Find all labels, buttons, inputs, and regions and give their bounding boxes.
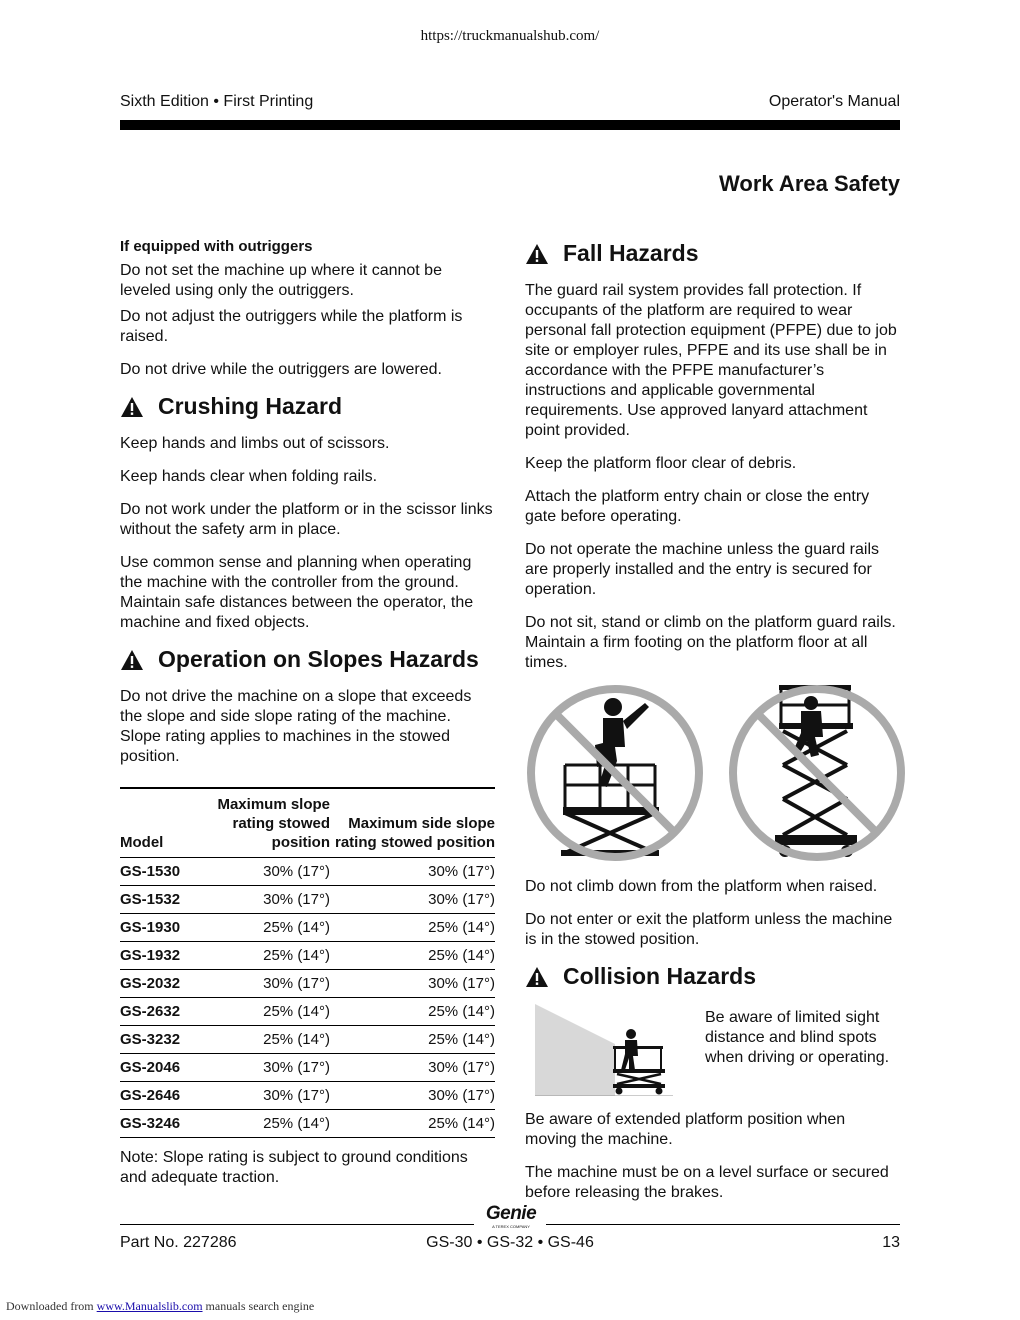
table-row xyxy=(120,1026,495,1054)
cell-slope: 25% (14°) xyxy=(210,914,330,942)
genie-logo: Genie A TEREX COMPANY xyxy=(485,1203,537,1229)
slopes-paragraph: Do not drive the machine on a slope that exceeds the slope and side slope rating of the machine. Slope rating applies to machines in the stowed position. xyxy=(120,688,472,765)
table-row xyxy=(120,970,495,998)
cell-model: GS-2046 xyxy=(120,1054,210,1082)
cell-side-slope: 25% (14°) xyxy=(330,1026,495,1054)
manualslib-link[interactable]: www.Manualslib.com xyxy=(96,1299,203,1313)
cell-model: GS-1930 xyxy=(120,914,210,942)
slopes-hazard-heading: Operation on Slopes Hazards xyxy=(120,646,496,673)
cell-slope: 25% (14°) xyxy=(210,1026,330,1054)
cell-side-slope: 25% (14°) xyxy=(330,998,495,1026)
cell-slope: 30% (17°) xyxy=(210,1082,330,1110)
warning-triangle-icon xyxy=(120,396,144,418)
cell-model: GS-1532 xyxy=(120,886,210,914)
crushing-paragraph: Keep hands and limbs out of scissors. xyxy=(120,435,390,452)
fall-paragraph: The guard rail system provides fall protection. If occupants of the platform are required to wear personal fall protection equipment (PFPE) due to job site or employer rules, PFPE and its use shall be in accordance with the PFPE manufacturer’s instructions and applicable governmental requirements. Use approved lanyard attachment point provided. xyxy=(525,282,897,439)
cell-side-slope: 30% (17°) xyxy=(330,1082,495,1110)
column-header-model: Model xyxy=(120,788,210,858)
table-header-row xyxy=(120,788,495,858)
table-row xyxy=(120,886,495,914)
table-row xyxy=(120,1082,495,1110)
section-title: Work Area Safety xyxy=(719,171,900,196)
cell-slope: 30% (17°) xyxy=(210,858,330,886)
no-climbing-rails-icon xyxy=(525,685,705,861)
cell-side-slope: 25% (14°) xyxy=(330,1110,495,1138)
column-header-side-slope: Maximum side slope rating stowed position xyxy=(330,788,495,858)
header-manual-title: Operator's Manual xyxy=(768,93,900,110)
cell-model: GS-2032 xyxy=(120,970,210,998)
table-row xyxy=(120,914,495,942)
warning-triangle-icon xyxy=(120,649,144,671)
source-url: https://truckmanualshub.com/ xyxy=(420,28,600,44)
download-note: Downloaded from www.Manualslib.com manuals search engine xyxy=(6,1299,315,1313)
crushing-paragraph: Do not work under the platform or in the scissor links without the safety arm in place. xyxy=(120,501,493,538)
outriggers-heading: If equipped with outriggers xyxy=(120,238,313,255)
cell-slope: 30% (17°) xyxy=(210,1054,330,1082)
cell-slope: 25% (14°) xyxy=(210,942,330,970)
cell-slope: 25% (14°) xyxy=(210,998,330,1026)
collision-side-text: Be aware of limited sight distance and blind spots when driving or operating. xyxy=(705,1009,890,1066)
fall-paragraph: Do not enter or exit the platform unless the machine is in the stowed position. xyxy=(525,911,893,948)
cell-model: GS-3246 xyxy=(120,1110,210,1138)
fall-hazard-heading: Fall Hazards xyxy=(525,240,901,267)
cell-slope: 30% (17°) xyxy=(210,886,330,914)
cell-slope: 30% (17°) xyxy=(210,970,330,998)
crushing-paragraph: Use common sense and planning when operating the machine with the controller from the ground. Maintain safe distances between the operator, the machine and fixed objects. xyxy=(120,554,474,631)
cell-side-slope: 30% (17°) xyxy=(330,970,495,998)
fall-paragraph: Attach the platform entry chain or close the entry gate before operating. xyxy=(525,488,870,525)
fall-paragraph: Do not sit, stand or climb on the platform guard rails. Maintain a firm footing on the platform floor at all times. xyxy=(525,614,896,671)
outriggers-paragraph: Do not set the machine up where it cannot be leveled using only the outriggers. xyxy=(120,262,442,299)
cell-side-slope: 25% (14°) xyxy=(330,942,495,970)
cell-model: GS-1530 xyxy=(120,858,210,886)
left-column xyxy=(120,238,496,1201)
cell-model: GS-3232 xyxy=(120,1026,210,1054)
fall-paragraph: Keep the platform floor clear of debris. xyxy=(525,455,797,472)
outriggers-paragraph: Do not drive while the outriggers are lowered. xyxy=(120,361,442,378)
collision-hazard-heading: Collision Hazards xyxy=(525,963,901,990)
cell-slope: 25% (14°) xyxy=(210,1110,330,1138)
header-rule xyxy=(120,120,900,130)
warning-triangle-icon xyxy=(525,243,549,265)
footer-rule xyxy=(546,1224,900,1225)
slope-rating-table xyxy=(120,787,495,1138)
cell-model: GS-2646 xyxy=(120,1082,210,1110)
table-row xyxy=(120,998,495,1026)
header-edition: Sixth Edition • First Printing xyxy=(120,93,314,110)
prohibition-illustrations xyxy=(525,685,907,861)
collision-illustration-block xyxy=(525,1004,901,1096)
blind-spot-icon xyxy=(525,1004,675,1096)
cell-model: GS-1932 xyxy=(120,942,210,970)
cell-side-slope: 25% (14°) xyxy=(330,914,495,942)
outriggers-paragraph: Do not adjust the outriggers while the platform is raised. xyxy=(120,308,463,345)
column-header-slope: Maximum slope rating stowed position xyxy=(210,788,330,858)
cell-model: GS-2632 xyxy=(120,998,210,1026)
collision-paragraph: Be aware of extended platform position when moving the machine. xyxy=(525,1111,846,1148)
warning-triangle-icon xyxy=(525,966,549,988)
table-row xyxy=(120,942,495,970)
cell-side-slope: 30% (17°) xyxy=(330,886,495,914)
footer-models: GS-30 • GS-32 • GS-46 xyxy=(426,1234,594,1251)
table-row xyxy=(120,1110,495,1138)
footer-rule xyxy=(120,1224,474,1225)
cell-side-slope: 30% (17°) xyxy=(330,858,495,886)
crushing-hazard-heading: Crushing Hazard xyxy=(120,393,496,420)
cell-side-slope: 30% (17°) xyxy=(330,1054,495,1082)
footer-page-number: 13 xyxy=(882,1234,900,1251)
slope-note: Note: Slope rating is subject to ground conditions and adequate traction. xyxy=(120,1149,468,1186)
table-row xyxy=(120,1054,495,1082)
collision-paragraph: The machine must be on a level surface or secured before releasing the brakes. xyxy=(525,1164,889,1201)
right-column xyxy=(525,240,901,1216)
no-climbing-scissors-icon xyxy=(727,685,907,861)
fall-paragraph: Do not climb down from the platform when raised. xyxy=(525,878,878,895)
crushing-paragraph: Keep hands clear when folding rails. xyxy=(120,468,378,485)
fall-paragraph: Do not operate the machine unless the guard rails are properly installed and the entry is secured for operation. xyxy=(525,541,879,598)
table-row xyxy=(120,858,495,886)
footer-part-number: Part No. 227286 xyxy=(120,1234,237,1251)
